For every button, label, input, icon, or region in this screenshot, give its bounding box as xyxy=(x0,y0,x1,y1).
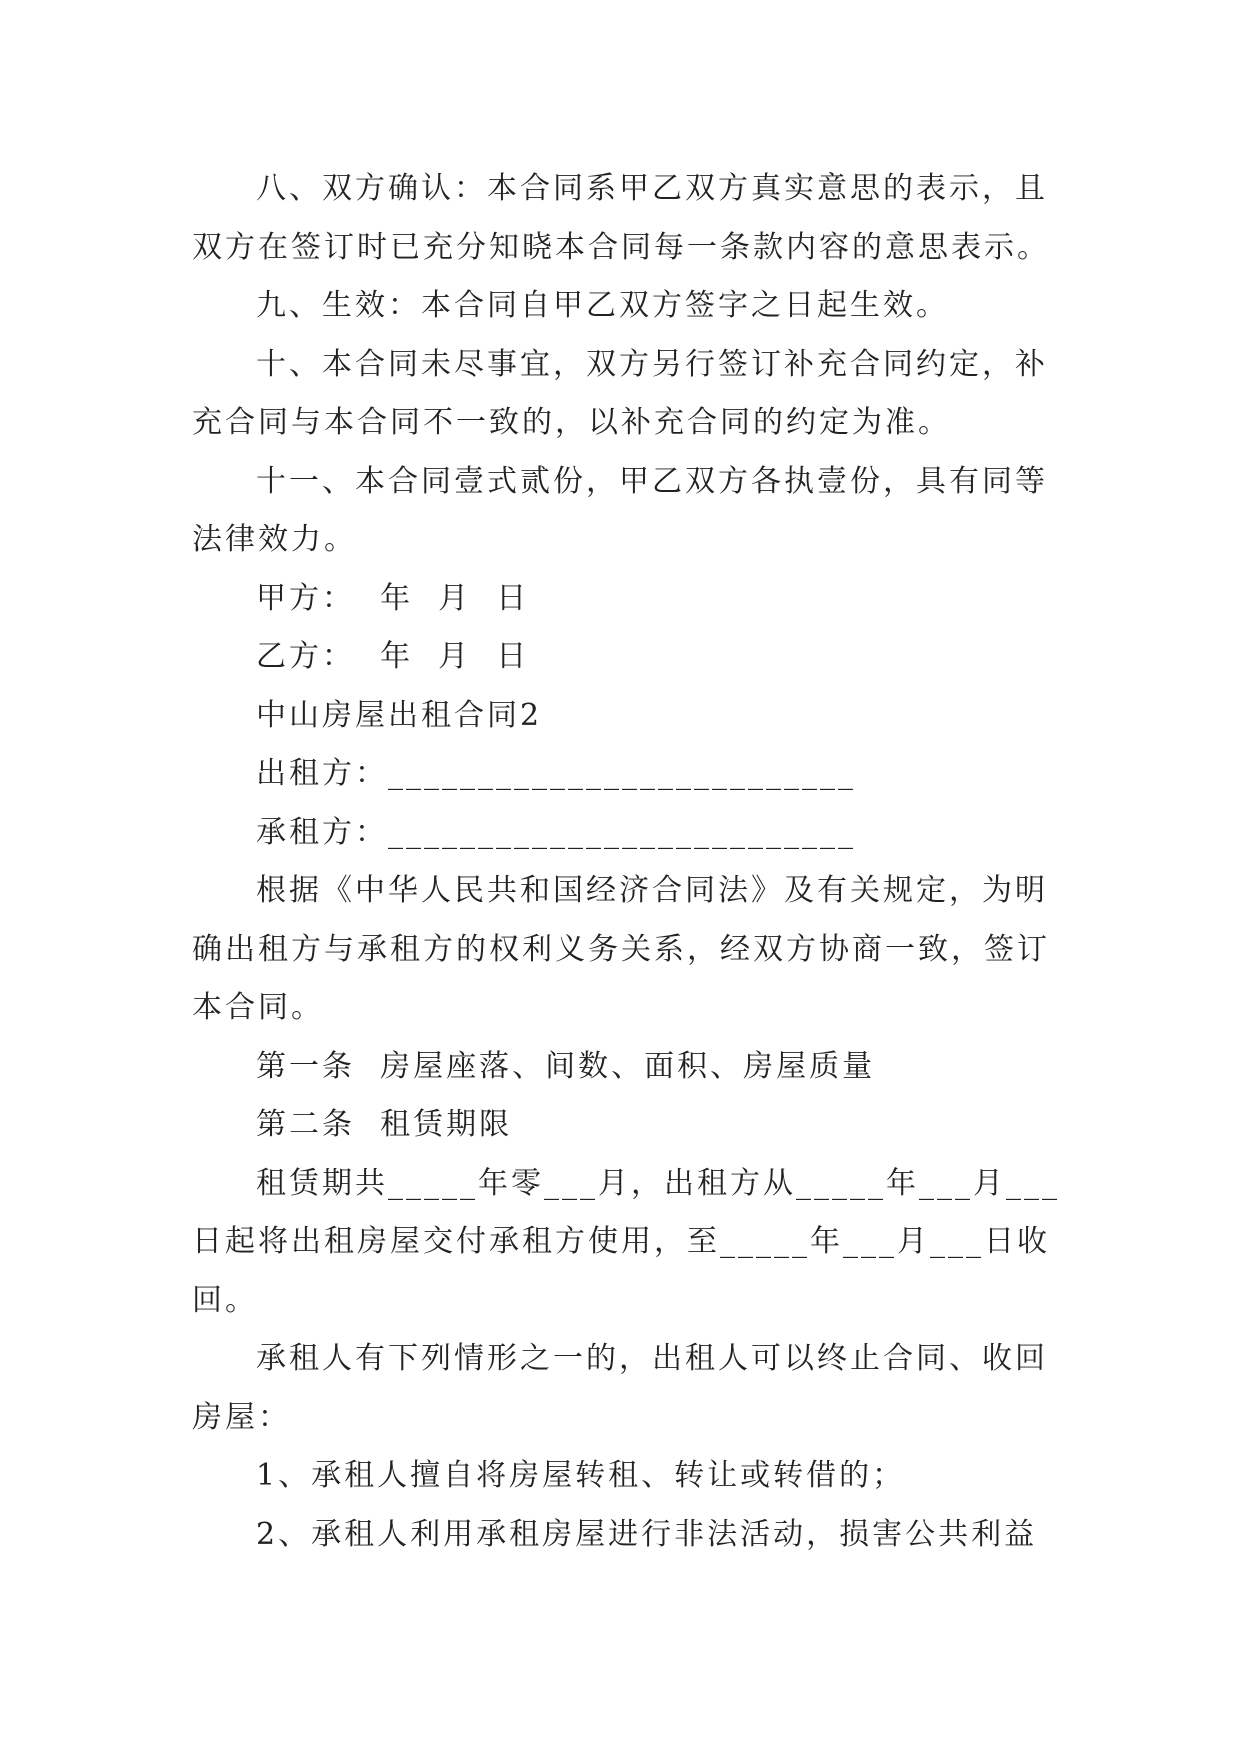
document-line: 充合同与本合同不一致的，以补充合同的约定为准。 xyxy=(192,405,951,440)
document-line: 1、承租人擅自将房屋转租、转让或转借的； xyxy=(256,1458,906,1493)
document-line: 房屋： xyxy=(192,1399,291,1435)
document-line: 日起将出租房屋交付承租方使用，至_____年___月___日收 xyxy=(192,1224,1050,1259)
document-body xyxy=(192,160,1062,1564)
document-line: 十一、本合同壹式贰份，甲乙双方各执壹份，具有同等 xyxy=(256,463,1048,499)
document-line: 根据《中华人民共和国经济合同法》及有关规定，为明 xyxy=(256,873,1048,908)
document-line: 法律效力。 xyxy=(192,522,357,557)
document-line: 租赁期共_____年零___月，出租方从_____年___月___ xyxy=(256,1165,1060,1201)
document-line: 双方在签订时已充分知晓本合同每一条款内容的意思表示。 xyxy=(192,229,1050,265)
document-line: 承租方：__________________________ xyxy=(256,814,856,850)
document-line: 甲方： 年 月 日 xyxy=(256,580,530,616)
document-line: 本合同。 xyxy=(192,990,324,1025)
document-line: 承租人有下列情形之一的，出租人可以终止合同、收回 xyxy=(256,1341,1048,1376)
document-line: 2、承租人利用承租房屋进行非法活动，损害公共利益 xyxy=(256,1516,1038,1552)
document-line: 十、本合同未尽事宜，双方另行签订补充合同约定，补 xyxy=(256,346,1048,382)
document-line: 九、生效：本合同自甲乙双方签字之日起生效。 xyxy=(256,288,949,323)
document-line: 八、双方确认：本合同系甲乙双方真实意思的表示，且 xyxy=(256,171,1048,206)
document-line: 确出租方与承租方的权利义务关系，经双方协商一致，签订 xyxy=(192,931,1050,967)
document-line: 第一条 房屋座落、间数、面积、房屋质量 xyxy=(256,1048,876,1084)
document-line: 乙方： 年 月 日 xyxy=(256,639,530,674)
document-line: 出租方：__________________________ xyxy=(256,756,856,791)
document-line: 回。 xyxy=(192,1282,258,1318)
document-line: 中山房屋出租合同2 xyxy=(256,697,543,733)
document-line: 第二条 租赁期限 xyxy=(256,1107,513,1142)
